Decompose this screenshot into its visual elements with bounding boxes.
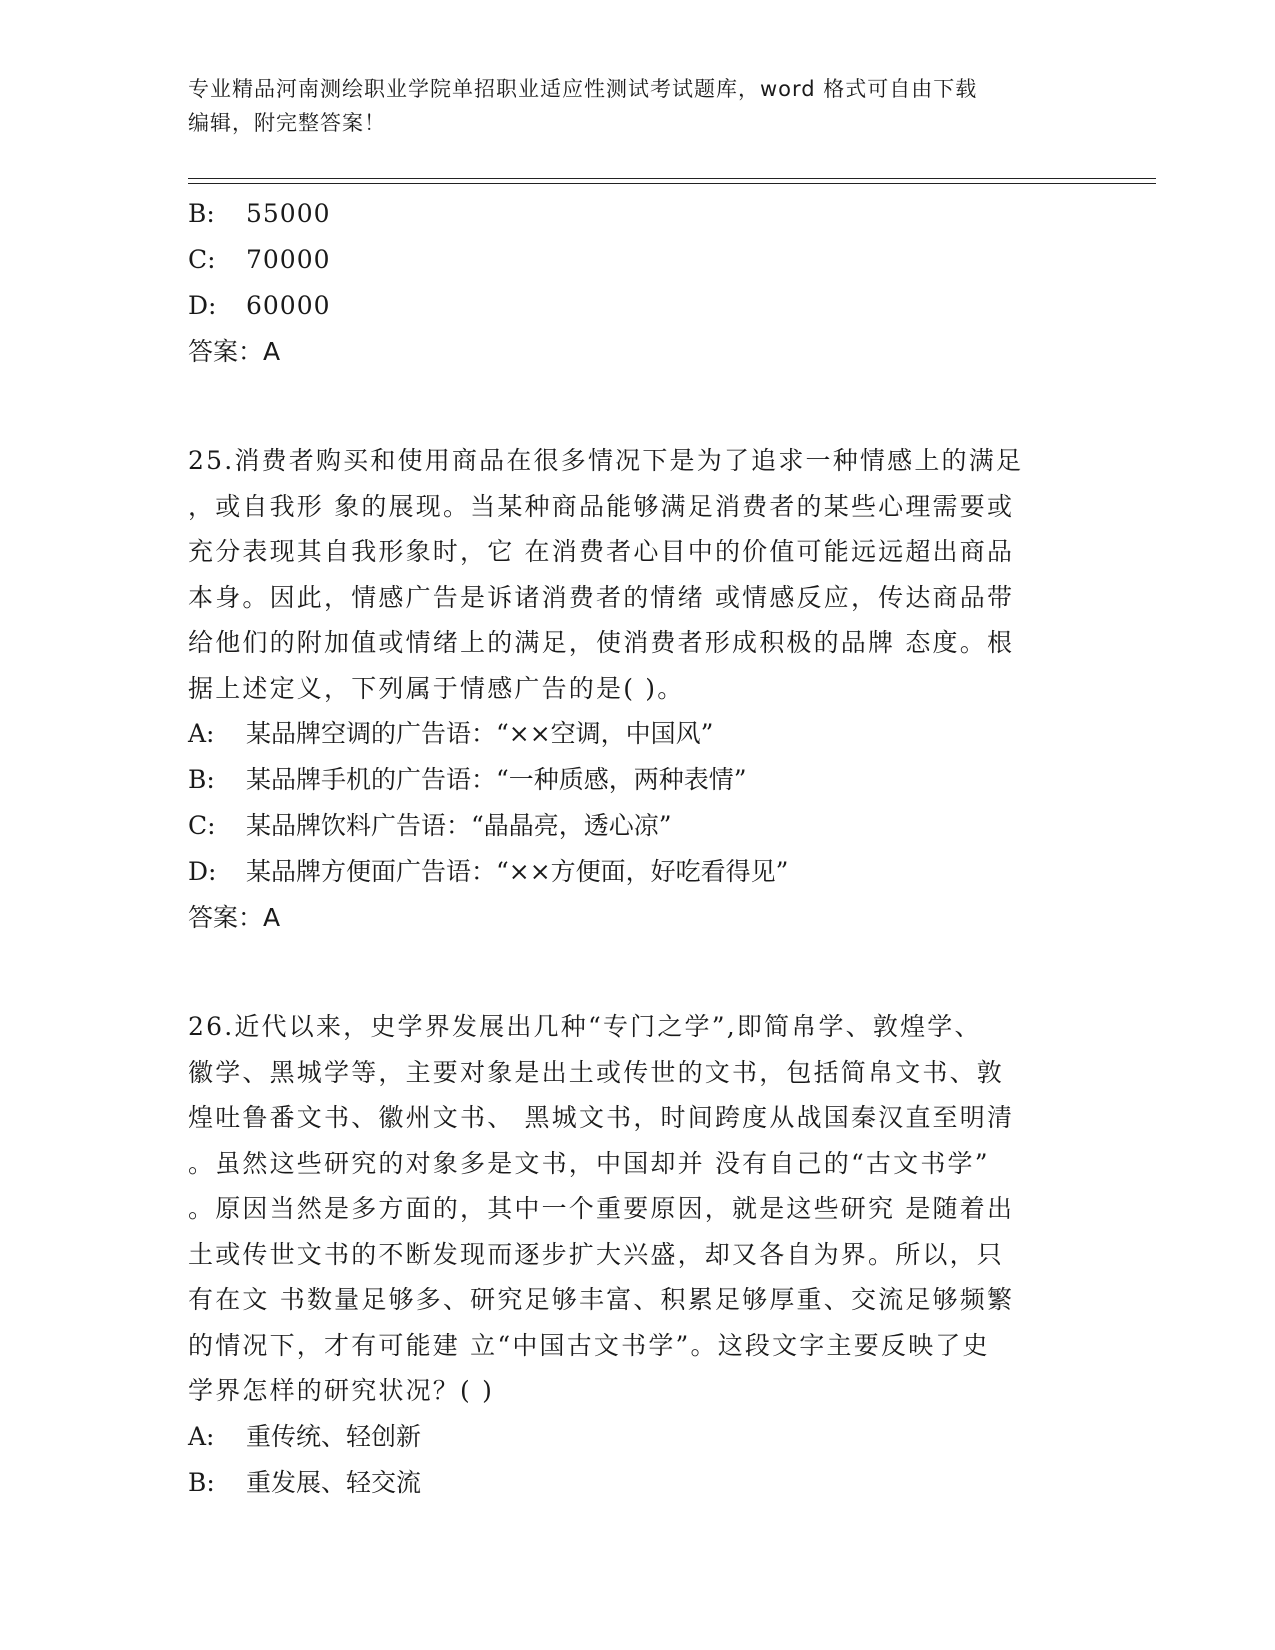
option-text: 某品牌方便面广告语：“××方便面，好吃看得见” bbox=[246, 857, 789, 886]
prev-question-answer: 答案：A bbox=[188, 337, 281, 366]
option-text: 60000 bbox=[246, 291, 331, 320]
question-text-line: 土或传世文书的不断发现而逐步扩大兴盛，却又各自为界。所以，只 bbox=[188, 1239, 1005, 1269]
question-text-line: 充分表现其自我形象时，它 在消费者心目中的价值可能远远超出商品 bbox=[188, 537, 1015, 566]
question-text-line: 学界怎样的研究状况？( ) bbox=[188, 1376, 495, 1405]
page-content bbox=[188, 191, 1088, 1506]
option-c bbox=[188, 803, 1088, 849]
option-label: C: bbox=[188, 245, 216, 274]
question-text-line: 的情况下，才有可能建 立“中国古文书学”。这段文字主要反映了史 bbox=[188, 1330, 990, 1360]
option-b bbox=[188, 191, 1088, 237]
option-label: B: bbox=[188, 765, 215, 794]
option-label: B: bbox=[188, 1467, 215, 1497]
question-text-line: 煌吐鲁番文书、徽州文书、 黑城文书，时间跨度从战国秦汉直至明清 bbox=[188, 1103, 1015, 1132]
question-text-line: 给他们的附加值或情绪上的满足，使消费者形成积极的品牌 态度。根 bbox=[188, 628, 1015, 657]
option-c bbox=[188, 237, 1088, 283]
question-26 bbox=[188, 1004, 1088, 1506]
question-text-line: 。虽然这些研究的对象多是文书，中国却并 没有自己的“古文书学” bbox=[188, 1148, 990, 1178]
question-text-line: 本身。因此，情感广告是诉诸消费者的情绪 或情感反应，传达商品带 bbox=[188, 582, 1015, 612]
header-divider-bottom bbox=[188, 183, 1156, 184]
option-label: B: bbox=[188, 199, 215, 228]
option-a bbox=[188, 711, 1088, 757]
option-text: 重传统、轻创新 bbox=[246, 1421, 422, 1451]
question-text-line: 25.消费者购买和使用商品在很多情况下是为了追求一种情感上的满足 bbox=[188, 446, 1024, 475]
option-text: 某品牌手机的广告语：“一种质感，两种表情” bbox=[246, 765, 747, 794]
option-text: 某品牌空调的广告语：“××空调，中国风” bbox=[246, 719, 714, 748]
option-text: 70000 bbox=[246, 245, 331, 274]
option-text: 某品牌饮料广告语：“晶晶亮，透心凉” bbox=[246, 811, 672, 840]
prev-question-options bbox=[188, 191, 1088, 329]
option-text: 55000 bbox=[246, 199, 331, 228]
question-text-line: 据上述定义，下列属于情感广告的是( )。 bbox=[188, 673, 685, 703]
question-answer: 答案：A bbox=[188, 903, 281, 932]
option-label: A: bbox=[188, 1421, 215, 1451]
spacer bbox=[188, 941, 1088, 1004]
option-label: A: bbox=[188, 719, 215, 748]
question-text-line: 。原因当然是多方面的，其中一个重要原因，就是这些研究 是随着出 bbox=[188, 1194, 1015, 1223]
option-label: D: bbox=[188, 857, 217, 886]
question-text-line: ，或自我形 象的展现。当某种商品能够满足消费者的某些心理需要或 bbox=[188, 491, 1015, 521]
question-text-line: 有在文 书数量足够多、研究足够丰富、积累足够厚重、交流足够频繁 bbox=[188, 1285, 1015, 1314]
option-d bbox=[188, 283, 1088, 329]
spacer bbox=[188, 375, 1088, 438]
option-text: 重发展、轻交流 bbox=[246, 1467, 422, 1497]
header-line-1: 专业精品河南测绘职业学院单招职业适应性测试考试题库，word 格式可自由下载 bbox=[188, 77, 978, 101]
header-line-2: 编辑，附完整答案！ bbox=[188, 111, 386, 135]
header-divider-top bbox=[188, 178, 1156, 179]
question-text-line: 26.近代以来，史学界发展出几种“专门之学”,即简帛学、敦煌学、 bbox=[188, 1012, 982, 1041]
option-label: D: bbox=[188, 291, 217, 320]
option-d bbox=[188, 849, 1088, 895]
option-a bbox=[188, 1414, 1088, 1460]
option-b bbox=[188, 1460, 1088, 1506]
option-label: C: bbox=[188, 811, 216, 840]
question-text-line: 徽学、黑城学等，主要对象是出土或传世的文书，包括简帛文书、敦 bbox=[188, 1057, 1005, 1087]
question-25 bbox=[188, 438, 1088, 941]
page-header bbox=[188, 72, 1068, 140]
option-b bbox=[188, 757, 1088, 803]
